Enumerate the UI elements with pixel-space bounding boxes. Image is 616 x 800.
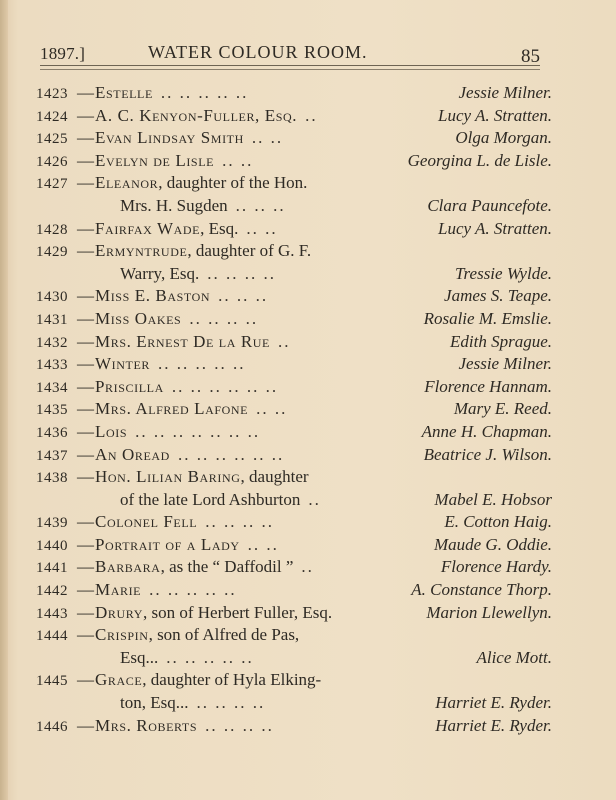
- work-title: Fairfax Wade: [95, 218, 201, 238]
- catalogue-entry: [36, 466, 556, 511]
- catalogue-entry: [36, 172, 556, 217]
- entry-line: [36, 511, 556, 534]
- entry-line: [36, 624, 556, 647]
- entry-line: [36, 647, 556, 670]
- work-title: Grace: [95, 670, 143, 690]
- leader-dots: .. ..: [256, 399, 288, 419]
- catalogue-entry: [36, 579, 556, 602]
- em-dash: —: [77, 399, 94, 419]
- em-dash: —: [77, 331, 94, 351]
- artist-name: Clara Pauncefote.: [427, 195, 552, 215]
- work-title: Eleanor: [95, 173, 159, 193]
- artist-name: Beatrice J. Wilson.: [423, 444, 552, 464]
- entry-line: [36, 285, 556, 308]
- em-dash: —: [77, 512, 94, 532]
- catalogue-entry: [36, 331, 556, 354]
- em-dash: —: [77, 670, 94, 690]
- leader-dots: .. .. .. .. ..: [157, 354, 246, 374]
- header-rule-bottom: [40, 69, 540, 70]
- work-title: An Oread: [95, 444, 170, 464]
- catalogue-entry: [36, 150, 556, 173]
- artist-name: Florence Hardy.: [440, 557, 552, 577]
- catalogue-number: 1435: [36, 402, 68, 419]
- entry-line: [36, 353, 556, 376]
- entry-line: [36, 331, 556, 354]
- work-title-continuation: [120, 195, 286, 218]
- catalogue-entry: [36, 534, 556, 557]
- work-title: Colonel Fell: [95, 512, 198, 532]
- catalogue-number: 1433: [36, 357, 68, 374]
- leader-dots: .. .. .. .. ..: [149, 580, 237, 600]
- catalogue-number: 1425: [36, 131, 68, 148]
- page-number: 85: [521, 46, 540, 67]
- em-dash: —: [77, 173, 94, 193]
- work-title: A. C. Kenyon-Fuller, Esq.: [95, 105, 298, 125]
- running-header: [40, 38, 540, 68]
- leader-dots: .. .. ..: [218, 286, 269, 306]
- em-dash: —: [77, 421, 94, 441]
- catalogue-number: 1423: [36, 86, 68, 102]
- catalogue-number: 1440: [36, 537, 68, 554]
- entry-line: [36, 195, 556, 218]
- em-dash: —: [77, 557, 94, 577]
- work-title-suffix: , daughter: [240, 467, 309, 487]
- artist-name: Mabel E. Hobsor: [434, 489, 552, 509]
- artist-name: Alice Mott.: [476, 647, 552, 667]
- catalogue-number: 1444: [36, 628, 68, 645]
- catalogue-entry: [36, 511, 556, 534]
- artist-name: Florence Hannam.: [424, 376, 552, 396]
- leader-dots: .. .. ..: [235, 195, 286, 215]
- artist-name: A. Constance Thorp.: [411, 580, 552, 600]
- entry-line: [36, 82, 556, 105]
- header-year: 1897.]: [40, 44, 86, 63]
- artist-name: Mary E. Reed.: [453, 399, 552, 419]
- catalogue-number: 1445: [36, 673, 68, 690]
- catalogue-number: 1437: [36, 447, 68, 464]
- entry-line: [36, 602, 556, 625]
- catalogue-entry: [36, 285, 556, 308]
- work-title: Mrs. Alfred Lafone: [95, 399, 249, 419]
- artist-name: Georgina L. de Lisle.: [407, 150, 552, 170]
- catalogue-number: 1442: [36, 583, 68, 600]
- artist-name: Rosalie M. Emslie.: [423, 308, 552, 328]
- work-title: Priscilla: [95, 376, 164, 396]
- leader-dots: .. ..: [246, 218, 278, 238]
- catalogue-number: 1432: [36, 334, 68, 351]
- artist-name: Jessie Milner.: [458, 354, 552, 374]
- work-title-suffix: , son of Alfred de Pas,: [148, 625, 300, 645]
- em-dash: —: [77, 105, 94, 125]
- entry-line: [36, 466, 556, 489]
- artist-name: E. Cotton Haig.: [444, 512, 552, 532]
- artist-name: Maude G. Oddie.: [433, 534, 552, 554]
- leader-dots: .. .. .. .. .. ..: [177, 444, 285, 464]
- catalogue-number: 1439: [36, 515, 68, 532]
- entry-line: [36, 669, 556, 692]
- entry-line: [36, 172, 556, 195]
- leader-dots: .. .. .. ..: [205, 512, 274, 532]
- continuation-text: ton, Esq...: [120, 693, 189, 713]
- entry-line: [36, 398, 556, 421]
- catalogue-entry: [36, 240, 556, 285]
- catalogue-number: 1429: [36, 244, 68, 261]
- catalogue-entry: [36, 376, 556, 399]
- catalogue-entry: [36, 105, 556, 128]
- catalogue-number: 1430: [36, 289, 68, 306]
- artist-name: Lucy A. Stratten.: [438, 105, 552, 125]
- entry-line: [36, 715, 556, 738]
- entry-line: [36, 692, 556, 715]
- em-dash: —: [77, 83, 94, 102]
- work-title: Miss E. Baston: [95, 286, 211, 306]
- entry-line: [36, 240, 556, 263]
- leader-dots: .. .. .. .. .. .. ..: [135, 421, 261, 441]
- em-dash: —: [77, 150, 94, 170]
- leader-dots: .. .. .. ..: [207, 263, 276, 283]
- continuation-text: Warry, Esq.: [120, 263, 200, 283]
- catalogue-number: 1428: [36, 221, 68, 238]
- em-dash: —: [77, 286, 94, 306]
- catalogue-number: 1426: [36, 153, 68, 170]
- catalogue-entry: [36, 82, 556, 105]
- page-gutter-shadow: [0, 0, 8, 800]
- work-title-suffix: , daughter of G. F.: [187, 241, 312, 261]
- leader-dots: ..: [301, 557, 314, 577]
- continuation-text: of the late Lord Ashburton: [120, 489, 301, 509]
- leader-dots: .. .. .. ..: [196, 693, 266, 713]
- entry-line: [36, 376, 556, 399]
- em-dash: —: [77, 128, 94, 148]
- entry-line: [36, 218, 556, 241]
- catalogue-entry: [36, 398, 556, 421]
- em-dash: —: [77, 218, 94, 238]
- em-dash: —: [77, 467, 94, 487]
- catalogue-entry: [36, 556, 556, 579]
- work-title: Winter: [95, 354, 150, 374]
- work-title: Barbara: [95, 557, 161, 577]
- entry-line: [36, 308, 556, 331]
- catalogue-entry: [36, 715, 556, 738]
- entry-line: [36, 263, 556, 286]
- leader-dots: ..: [308, 489, 321, 509]
- catalogue-entry: [36, 353, 556, 376]
- work-title-suffix: , daughter of Hyla Elking-: [142, 670, 322, 690]
- continuation-text: Esq...: [120, 647, 159, 667]
- catalogue-entry: [36, 669, 556, 714]
- work-title: Crispin: [95, 625, 149, 645]
- catalogue-entries: [36, 82, 556, 737]
- catalogue-number: 1427: [36, 176, 68, 193]
- work-title: Ermyntrude: [95, 241, 188, 261]
- artist-name: James S. Teape.: [444, 286, 552, 306]
- work-title-suffix: , daughter of the Hon.: [158, 173, 308, 193]
- em-dash: —: [77, 376, 94, 396]
- artist-name: Edith Sprague.: [450, 331, 552, 351]
- catalogue-entry: [36, 444, 556, 467]
- catalogue-entry: [36, 421, 556, 444]
- work-title: Miss Oakes: [95, 308, 182, 328]
- work-title-continuation: [120, 647, 254, 670]
- em-dash: —: [77, 354, 94, 374]
- entry-line: [36, 444, 556, 467]
- em-dash: —: [77, 308, 94, 328]
- artist-name: Tressie Wylde.: [455, 263, 552, 283]
- em-dash: —: [77, 580, 94, 600]
- artist-name: Lucy A. Stratten.: [438, 218, 552, 238]
- work-title: Portrait of a Lady: [95, 534, 240, 554]
- work-title-suffix: , Esq.: [200, 218, 239, 238]
- leader-dots: .. .. .. .. ..: [166, 647, 254, 667]
- artist-name: Anne H. Chapman.: [421, 421, 552, 441]
- leader-dots: .. .. .. .. .. ..: [171, 376, 279, 396]
- entry-line: [36, 534, 556, 557]
- leader-dots: ..: [277, 331, 291, 351]
- em-dash: —: [77, 715, 94, 735]
- work-title: Mrs. Roberts: [95, 715, 198, 735]
- work-title: Mrs. Ernest De la Rue: [95, 331, 270, 351]
- work-title-suffix: , son of Herbert Fuller, Esq.: [142, 602, 333, 622]
- leader-dots: .. .. .. ..: [189, 308, 259, 328]
- artist-name: Marion Llewellyn.: [426, 602, 552, 622]
- artist-name: Harriet E. Ryder.: [435, 715, 552, 735]
- catalogue-number: 1438: [36, 470, 68, 487]
- work-title: Marie: [95, 580, 142, 600]
- work-title: Hon. Lilian Baring: [95, 467, 241, 487]
- em-dash: —: [77, 625, 94, 645]
- entry-line: [36, 150, 556, 173]
- work-title: Evelyn de Lisle: [95, 150, 215, 170]
- work-title: Drury: [95, 602, 143, 622]
- catalogue-entry: [36, 127, 556, 150]
- work-title-continuation: [120, 489, 321, 512]
- leader-dots: .. ..: [247, 534, 279, 554]
- leader-dots: .. .. .. ..: [205, 715, 274, 735]
- work-title: Lois: [95, 421, 128, 441]
- catalogue-entry: [36, 602, 556, 625]
- work-title-suffix: , as the “ Daffodil ”: [160, 557, 294, 577]
- em-dash: —: [77, 241, 94, 261]
- entry-line: [36, 489, 556, 512]
- entry-line: [36, 421, 556, 444]
- catalogue-number: 1434: [36, 379, 68, 396]
- em-dash: —: [77, 534, 94, 554]
- catalogue-number: 1446: [36, 718, 68, 735]
- entry-line: [36, 579, 556, 602]
- catalogue-entry: [36, 624, 556, 669]
- leader-dots: ..: [305, 105, 318, 125]
- artist-name: Harriet E. Ryder.: [435, 693, 552, 713]
- catalogue-number: 1424: [36, 108, 68, 125]
- entry-line: [36, 105, 556, 128]
- entry-line: [36, 127, 556, 150]
- catalogue-number: 1441: [36, 560, 68, 577]
- work-title-continuation: [120, 263, 276, 286]
- artist-name: Olga Morgan.: [455, 128, 552, 148]
- work-title: Estelle: [95, 83, 153, 102]
- leader-dots: .. ..: [251, 128, 284, 148]
- header-rule-top: [40, 65, 540, 66]
- em-dash: —: [77, 602, 94, 622]
- catalogue-number: 1436: [36, 424, 68, 441]
- work-title: Evan Lindsay Smith: [95, 128, 244, 148]
- leader-dots: .. ..: [222, 150, 254, 170]
- artist-name: Jessie Milner.: [458, 83, 552, 102]
- work-title-continuation: [120, 692, 265, 715]
- catalogue-entry: [36, 218, 556, 241]
- entry-line: [36, 556, 556, 579]
- continuation-text: Mrs. H. Sugden: [120, 195, 228, 215]
- leader-dots: .. .. .. .. ..: [160, 83, 249, 102]
- em-dash: —: [77, 444, 94, 464]
- catalogue-number: 1443: [36, 605, 68, 622]
- header-title: WATER COLOUR ROOM.: [148, 42, 368, 62]
- catalogue-entry: [36, 308, 556, 331]
- catalogue-number: 1431: [36, 311, 68, 328]
